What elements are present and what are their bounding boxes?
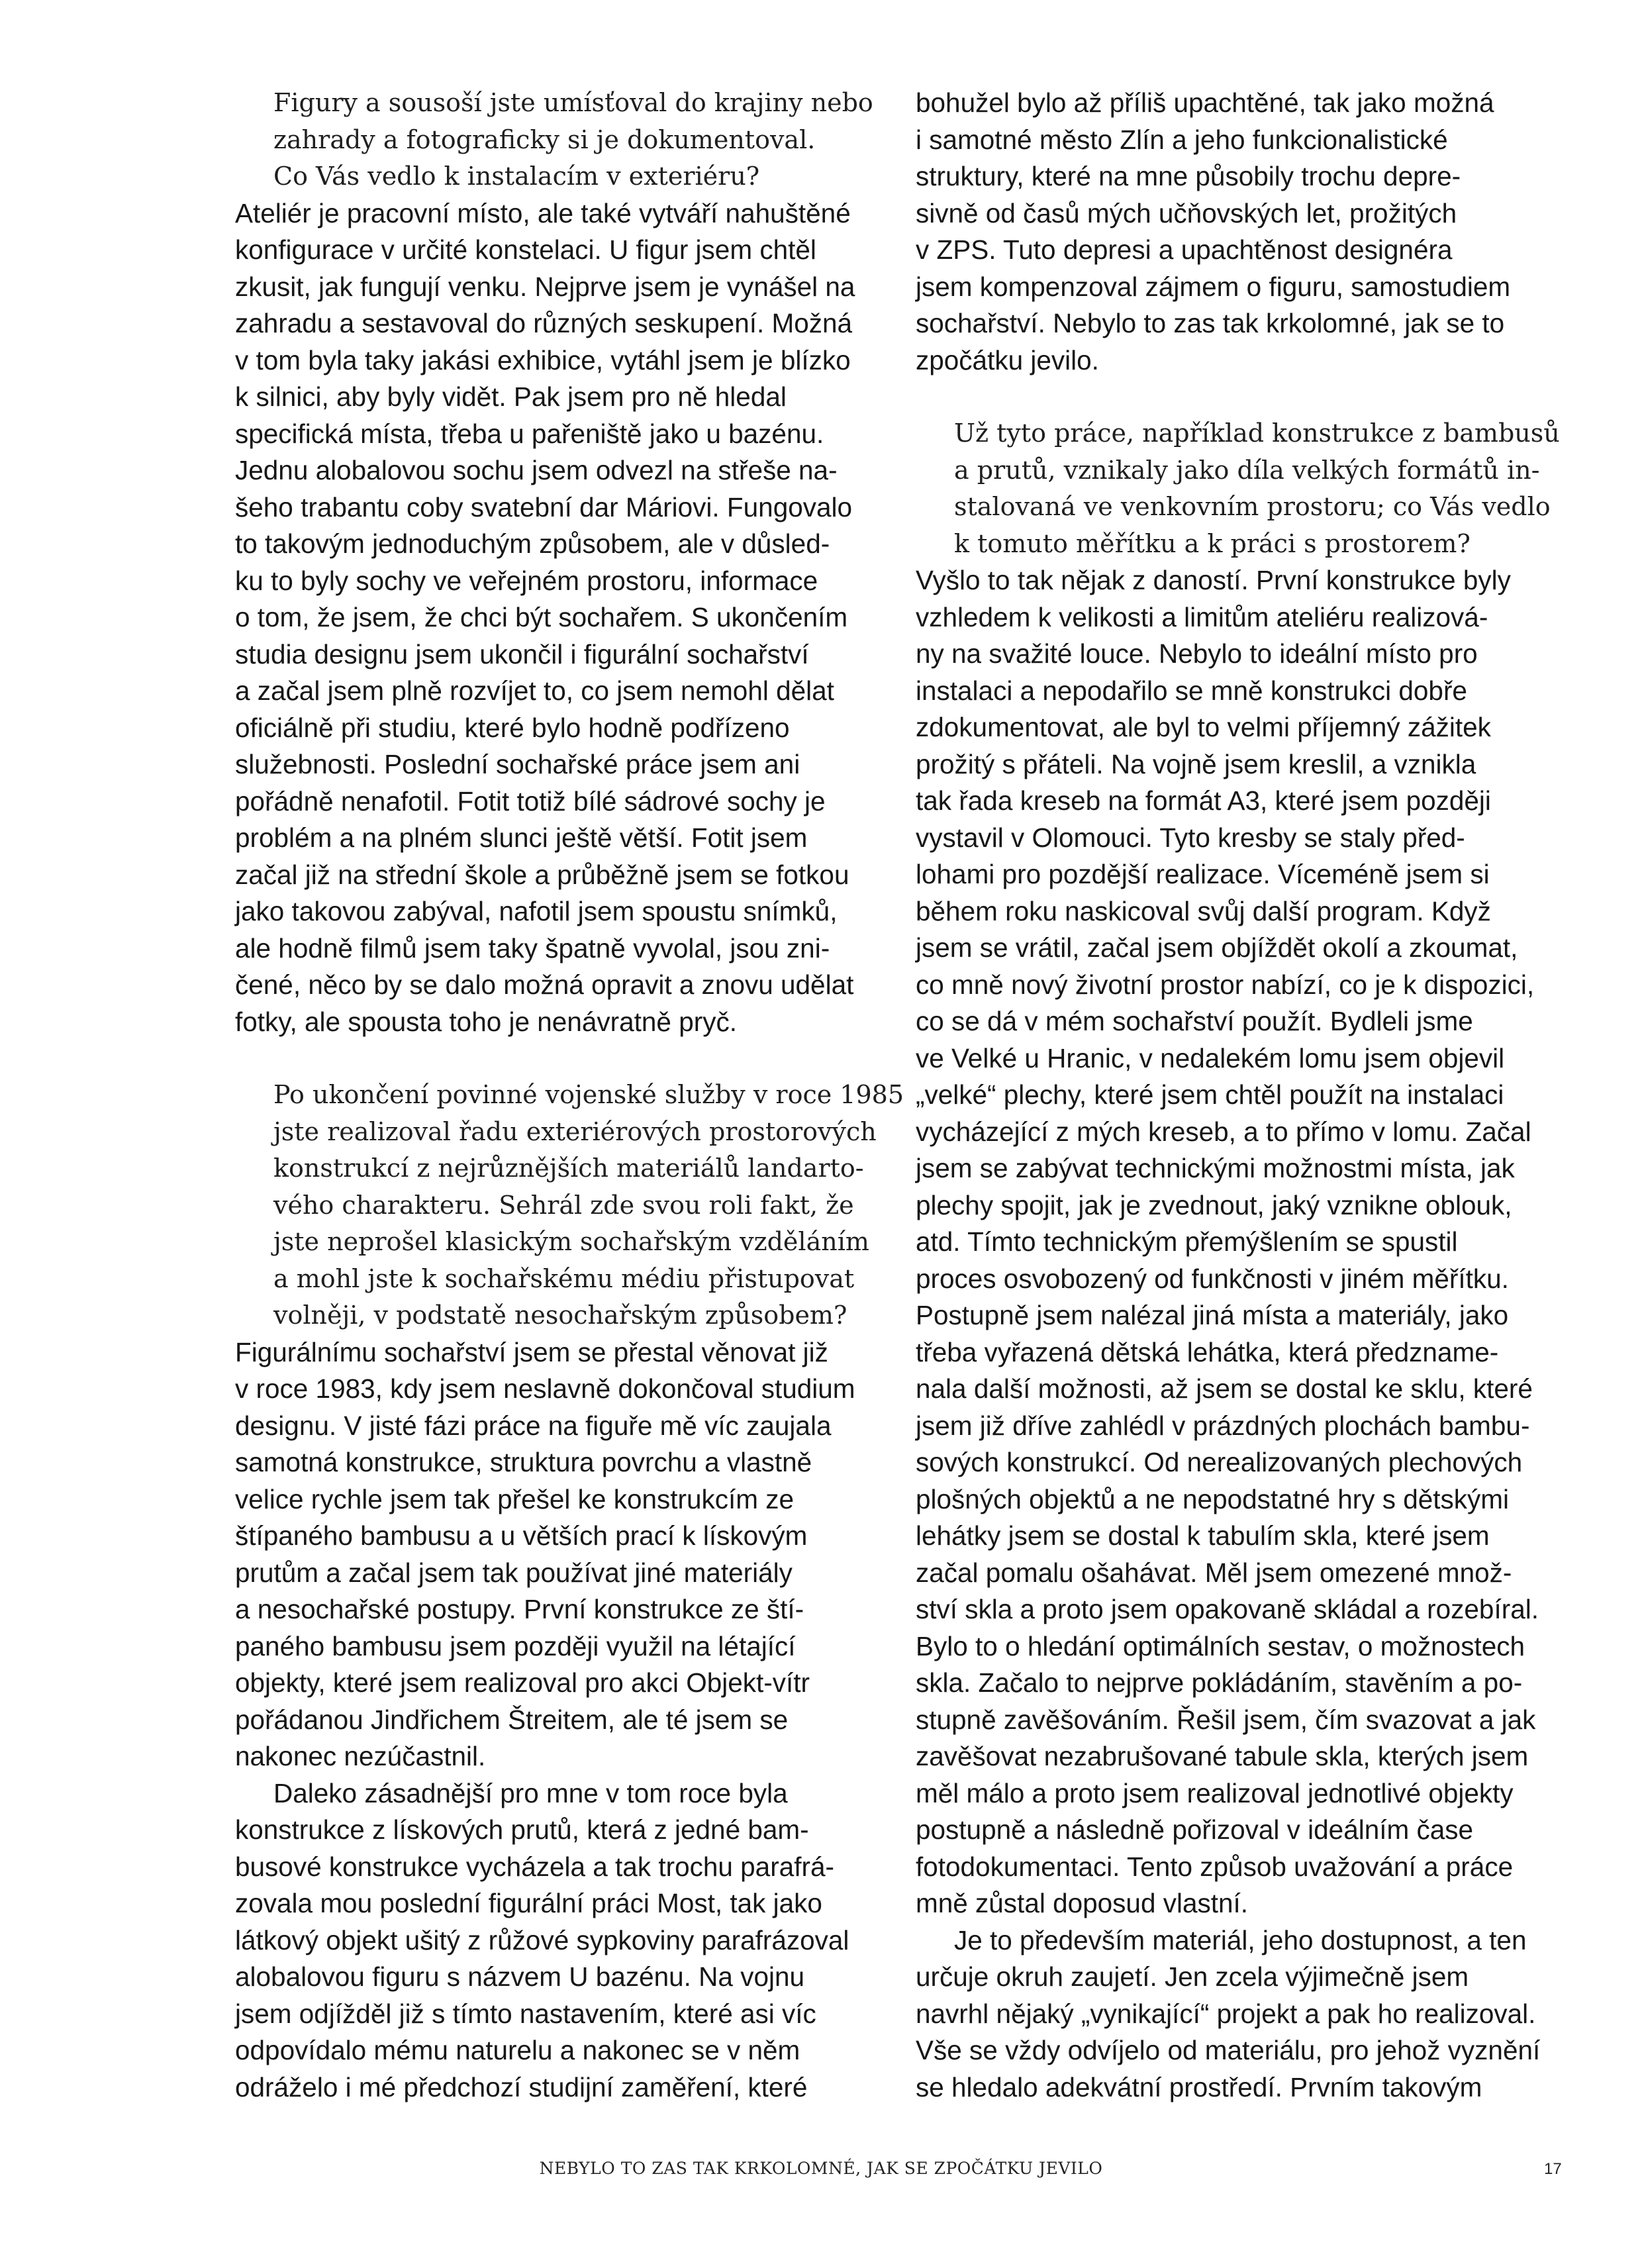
right-column — [916, 85, 1571, 2106]
running-footer-title: NEBYLO TO ZAS TAK KRKOLOMNÉ, JAK SE ZPOČÁTKU JEVILO — [539, 2159, 1103, 2178]
text-line: fotodokumentaci. Tento způsob uvažování a práce — [916, 1851, 1514, 1882]
text-line: to takovým jednoduchým způsobem, ale v důsled- — [235, 528, 830, 559]
text-line: zovala mou poslední figurální práci Most, tak jako — [235, 1888, 822, 1918]
text-line: specifická místa, třeba u pařeniště jako u bazénu. — [235, 418, 824, 449]
text-line: volněji, v podstatě nesochařským způsobem? — [273, 1301, 847, 1330]
text-line: prutům a začal jsem tak používat jiné materiály — [235, 1557, 793, 1588]
text-line: lohami pro pozdější realizace. Víceméně jsem si — [916, 859, 1490, 889]
text-line: ství skla a proto jsem opakovaně skládal a rozebíral. — [916, 1594, 1539, 1624]
text-line: měl málo a proto jsem realizoval jednotlivé objekty — [916, 1777, 1514, 1808]
text-line: Je to především materiál, jeho dostupnost, a ten — [954, 1924, 1527, 1955]
text-line: zahradu a sestavoval do různých seskupení. Možná — [235, 308, 853, 338]
text-line: v tom byla taky jakási exhibice, vytáhl jsem je blízko — [235, 344, 851, 375]
text-line: Bylo to o hledání optimálních sestav, o možnostech — [916, 1630, 1525, 1661]
text-line: stalovaná ve venkovním prostoru; co Vás vedlo — [954, 492, 1551, 521]
text-line: pořádanou Jindřichem Štreitem, ale té jsem se — [235, 1704, 789, 1735]
text-line: vzhledem k velikosti a limitům ateliéru realizová- — [916, 601, 1488, 632]
text-line: bohužel bylo až příliš upachtěné, tak jako možná — [916, 87, 1494, 118]
text-line: instalaci a nepodařilo se mně konstrukci dobře — [916, 675, 1467, 706]
text-line: během roku naskicoval svůj další program. Když — [916, 895, 1491, 926]
text-line: fotky, ale spousta toho je nenávratně pryč. — [235, 1006, 737, 1037]
text-line: šeho trabantu coby svatební dar Máriovi. Fungovalo — [235, 491, 853, 522]
text-line: Ateliér je pracovní místo, ale také vytváří nahuštěné — [235, 197, 851, 228]
text-line: struktury, které na mne působily trochu depre- — [916, 161, 1461, 191]
text-line: Po ukončení povinné vojenské služby v roce 1985 — [273, 1080, 904, 1109]
text-line: a začal jsem plně rozvíjet to, co jsem nemohl dělat — [235, 675, 834, 706]
text-line: vystavil v Olomouci. Tyto kresby se staly před- — [916, 822, 1465, 853]
text-line: „velké“ plechy, které jsem chtěl použít na instalaci — [916, 1079, 1504, 1110]
text-line: oficiálně při studiu, které bylo hodně podřízeno — [235, 712, 790, 743]
text-line: zdokumentovat, ale byl to velmi příjemný zážitek — [916, 712, 1491, 742]
text-line: jsem se vrátil, začal jsem objíždět okolí a zkoumat, — [916, 932, 1518, 963]
text-line: proces osvobozený od funkčnosti v jiném měřítku. — [916, 1263, 1509, 1294]
text-line: odpovídalo mému naturelu a nakonec se v něm — [235, 2035, 800, 2065]
text-line: začal již na střední škole a průběžně jsem se fotkou — [235, 859, 849, 890]
text-line: plošných objektů a ne nepodstatné hry s dětskými — [916, 1483, 1510, 1514]
text-line: atd. Tímto technickým přemýšlením se spustil — [916, 1226, 1458, 1257]
text-line: jsem kompenzoval zájmem o figuru, samostudiem — [916, 271, 1511, 302]
answer-2-end — [916, 85, 1571, 379]
paragraph-gap — [235, 1040, 884, 1077]
text-line: a prutů, vznikaly jako díla velkých formátů in- — [954, 455, 1540, 485]
text-line: ku to byly sochy ve veřejném prostoru, informace — [235, 565, 818, 596]
text-line: studia designu jsem ukončil i figurální sochařství — [235, 638, 809, 669]
text-line: konfigurace v určité konstelaci. U figur jsem chtěl — [235, 234, 816, 265]
text-line: k silnici, aby byly vidět. Pak jsem pro ně hledal — [235, 381, 787, 412]
text-line: v ZPS. Tuto depresi a upachtěnost designéra — [916, 234, 1453, 265]
text-line: Vše se vždy odvíjelo od materiálu, pro jehož vyznění — [916, 2035, 1541, 2065]
text-line: a nesochařské postupy. První konstrukce ze ští- — [235, 1594, 804, 1624]
answer-2-continued — [235, 1775, 884, 2106]
text-line: samotná konstrukce, struktura povrchu a vlastně — [235, 1447, 812, 1477]
text-line: i samotné město Zlín a jeho funkcionalistické — [916, 124, 1448, 155]
text-line: jste neprošel klasickým sochařským vzděláním — [273, 1227, 869, 1256]
text-line: nala další možnosti, až jsem se dostal ke sklu, které — [916, 1373, 1533, 1404]
text-line: designu. V jisté fázi práce na figuře mě víc zaujala — [235, 1410, 832, 1441]
text-line: tak řada kreseb na formát A3, které jsem později — [916, 785, 1491, 816]
text-line: paného bambusu jsem později využil na létající — [235, 1630, 796, 1661]
text-line: Jednu alobalovou sochu jsem odvezl na střeše na- — [235, 455, 838, 485]
text-line: Postupně jsem nalézal jiná místa a materiály, jako — [916, 1300, 1509, 1330]
text-line: v roce 1983, kdy jsem neslavně dokončoval studium — [235, 1373, 855, 1404]
text-line: Vyšlo to tak nějak z daností. První konstrukce byly — [916, 565, 1511, 595]
text-line: zavěšovat nezabrušované tabule skla, kterých jsem — [916, 1741, 1529, 1771]
text-line: objekty, které jsem realizoval pro akci Objekt-vítr — [235, 1667, 810, 1698]
text-line: jsem odjížděl již s tímto nastavením, které asi víc — [235, 1998, 816, 2029]
question-3 — [954, 415, 1571, 562]
text-line: se hledalo adekvátní prostředí. Prvním takovým — [916, 2071, 1482, 2102]
text-line: stupně zavěšováním. Řešil jsem, čím svazovat a jak — [916, 1704, 1536, 1735]
answer-2 — [235, 1334, 884, 1775]
text-line: jste realizoval řadu exteriérových prostorových — [273, 1116, 877, 1146]
text-line: co se dá v mém sochařství použít. Bydleli jsme — [916, 1006, 1473, 1036]
answer-3-continued — [916, 1922, 1571, 2106]
text-line: vycházející z mých kreseb, a to přímo v lomu. Začal — [916, 1116, 1531, 1147]
text-line: odráželo i mé předchozí studijní zaměření, které — [235, 2071, 808, 2102]
question-2 — [273, 1077, 904, 1334]
text-line: o tom, že jsem, že chci být sochařem. S ukončením — [235, 602, 848, 632]
text-line: pořádně nenafotil. Fotit totiž bílé sádrové sochy je — [235, 785, 826, 816]
text-line: navrhl nějaký „vynikající“ projekt a pak ho realizoval. — [916, 1998, 1536, 2029]
text-line: ny na svažité louce. Nebylo to ideální místo pro — [916, 638, 1478, 669]
left-column — [235, 85, 904, 2106]
answer-1 — [235, 195, 884, 1041]
text-line: nakonec nezúčastnil. — [235, 1741, 486, 1771]
text-line: lehátky jsem se dostal k tabulím skla, které jsem — [916, 1520, 1490, 1551]
text-line: Daleko zásadnější pro mne v tom roce byla — [273, 1777, 788, 1808]
text-line: Figury a sousoší jste umísťoval do krajiny nebo — [273, 88, 873, 117]
text-line: alobalovou figuru s názvem U bazénu. Na vojnu — [235, 1961, 805, 1992]
text-line: třeba vyřazená dětská lehátka, která předzname- — [916, 1336, 1499, 1367]
text-line: plechy spojit, jak je zvednout, jaký vznikne oblouk, — [916, 1189, 1512, 1220]
text-line: sochařství. Nebylo to zas tak krkolomné, jak se to — [916, 308, 1505, 338]
paragraph-gap — [916, 379, 1571, 415]
text-line: ve Velké u Hranic, v nedalekém lomu jsem objevil — [916, 1042, 1505, 1073]
text-line: postupně a následně pořizoval v ideálním čase — [916, 1814, 1474, 1845]
text-line: busové konstrukce vycházela a tak trochu parafrá- — [235, 1851, 834, 1882]
text-line: zkusit, jak fungují venku. Nejprve jsem je vynášel na — [235, 271, 855, 302]
text-line: zpočátku jevilo. — [916, 344, 1099, 375]
text-line: jsem již dříve zahlédl v prázdných plochách bambu- — [916, 1410, 1530, 1441]
text-line: sových konstrukcí. Od nerealizovaných plechových — [916, 1447, 1523, 1477]
text-line: ale hodně filmů jsem taky špatně vyvolal, jsou zni- — [235, 932, 830, 963]
page-number: 17 — [1544, 2160, 1562, 2178]
text-line: a mohl jste k sochařskému médiu přistupovat — [273, 1263, 855, 1293]
text-line: k tomuto měřítku a k práci s prostorem? — [954, 528, 1471, 558]
text-line: zahrady a fotograficky si je dokumentoval. — [273, 124, 816, 154]
text-line: látkový objekt ušitý z růžové sypkoviny parafrázoval — [235, 1924, 849, 1955]
text-line: Co Vás vedlo k instalacím v exteriéru? — [273, 162, 760, 191]
question-1 — [273, 85, 884, 195]
text-line: prožitý s přáteli. Na vojně jsem kreslil, a vznikla — [916, 748, 1476, 779]
text-line: skla. Začalo to nejprve pokládáním, stavěním a po- — [916, 1667, 1523, 1698]
text-line: mně zůstal doposud vlastní. — [916, 1888, 1249, 1918]
text-line: velice rychle jsem tak přešel ke konstrukcím ze — [235, 1483, 795, 1514]
answer-3 — [916, 562, 1571, 1922]
text-line: Už tyto práce, například konstrukce z bambusů — [954, 419, 1560, 448]
text-line: co mně nový životní prostor nabízí, co je k dispozici, — [916, 969, 1535, 1000]
text-line: konstrukce z lískových prutů, která z jedné bam- — [235, 1814, 809, 1845]
text-line: konstrukcí z nejrůznějších materiálů landarto- — [273, 1154, 864, 1183]
text-line: problém a na plném slunci ještě větší. Fotit jsem — [235, 822, 808, 853]
text-line: začal pomalu ošahávat. Měl jsem omezené množ- — [916, 1557, 1512, 1588]
text-line: vého charakteru. Sehrál zde svou roli fakt, že — [273, 1190, 854, 1220]
text-line: čené, něco by se dalo možná opravit a znovu udělat — [235, 969, 854, 1000]
text-line: jako takovou zabýval, nafotil jsem spoustu snímků, — [235, 896, 838, 926]
text-line: služebnosti. Poslední sochařské práce jsem ani — [235, 749, 800, 779]
text-line: jsem se zabývat technickými možnostmi místa, jak — [916, 1153, 1515, 1183]
text-line: Figurálnímu sochařství jsem se přestal věnovat již — [235, 1336, 828, 1367]
text-line: sivně od časů mých učňovských let, prožitých — [916, 197, 1457, 228]
text-line: určuje okruh zaujetí. Jen zcela výjimečně jsem — [916, 1961, 1469, 1992]
text-line: štípaného bambusu a u větších prací k lískovým — [235, 1520, 808, 1551]
